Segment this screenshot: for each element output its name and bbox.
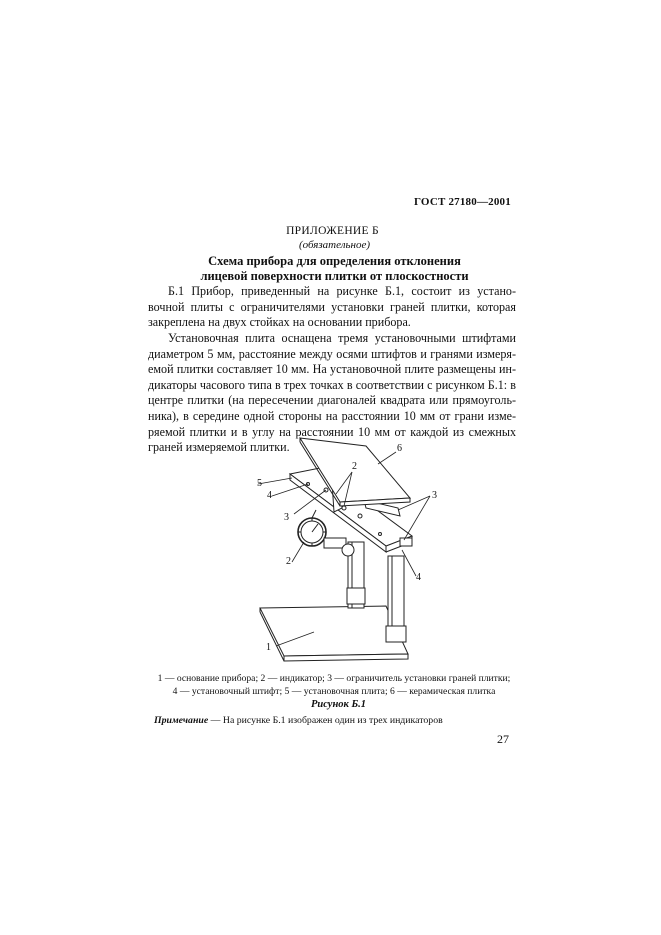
label-5: 5 (257, 478, 262, 489)
p2-line: диаметром 5 мм, расстояние между осями штифтов и гранями измеря- (148, 346, 516, 361)
p2-line: ряемой плитки и в углу на расстоянии 10 мм от каждой из смежных (148, 424, 516, 439)
label-1: 1 (266, 642, 271, 653)
figure-legend (150, 672, 518, 698)
p1-line: вочной плиты с ограничителями установки граней плитки, которая (148, 299, 516, 314)
heading-line-1: Схема прибора для определения отклонения (208, 254, 461, 268)
section-heading (0, 254, 661, 284)
page-number: 27 (497, 732, 509, 746)
label-3: 3 (284, 512, 289, 523)
p1-line: Б.1 Прибор, приведенный на рисунке Б.1, состоит из устано- (168, 284, 516, 298)
appendix-subtitle: (обязательное) (298, 239, 371, 251)
heading-line-2: лицевой поверхности плитки от плоскостности (200, 269, 469, 283)
figure-caption: Рисунок Б.1 (310, 699, 367, 710)
label-4: 4 (267, 490, 272, 501)
note-label: Примечание (154, 715, 209, 726)
appendix-title: ПРИЛОЖЕНИЕ Б (286, 225, 379, 237)
label-2: 2 (286, 556, 291, 567)
p2-line: ника), в середине одной стороны на расстоянии 10 мм от грани изме- (148, 408, 516, 423)
note-text: — На рисунке Б.1 изображен один из трех индикаторов (208, 715, 443, 726)
legend-line-1: 1 — основание прибора; 2 — индикатор; 3 — ограничитель установки граней плитки; (157, 673, 511, 684)
p2-line: дикаторы часового типа в трех точках в соответствии с рисунком Б.1: в (148, 377, 516, 392)
legend-line-2: 4 — установочный штифт; 5 — установочная плита; 6 — керамическая плитка (172, 686, 496, 697)
p2-line: центре плитки (на пересечении диагоналей квадрата или прямоуголь- (148, 393, 516, 408)
label-3-right: 3 (432, 490, 437, 501)
p1-line: закреплена на двух стойках на основании прибора. (148, 315, 411, 330)
figure-note (154, 715, 443, 726)
label-2-top: 2 (352, 461, 357, 472)
p2-line: граней измеряемой плитки. (148, 440, 290, 455)
device-figure (240, 438, 437, 670)
paragraph-b1 (148, 284, 516, 331)
label-4-right: 4 (416, 572, 421, 583)
label-6: 6 (397, 443, 402, 454)
p2-line: емой плитки составляет 10 мм. На установочной плите размещены ин- (148, 362, 516, 377)
standard-number: ГОСТ 27180—2001 (414, 196, 511, 208)
p2-line: Установочная плита оснащена тремя установочными штифтами (168, 331, 516, 345)
